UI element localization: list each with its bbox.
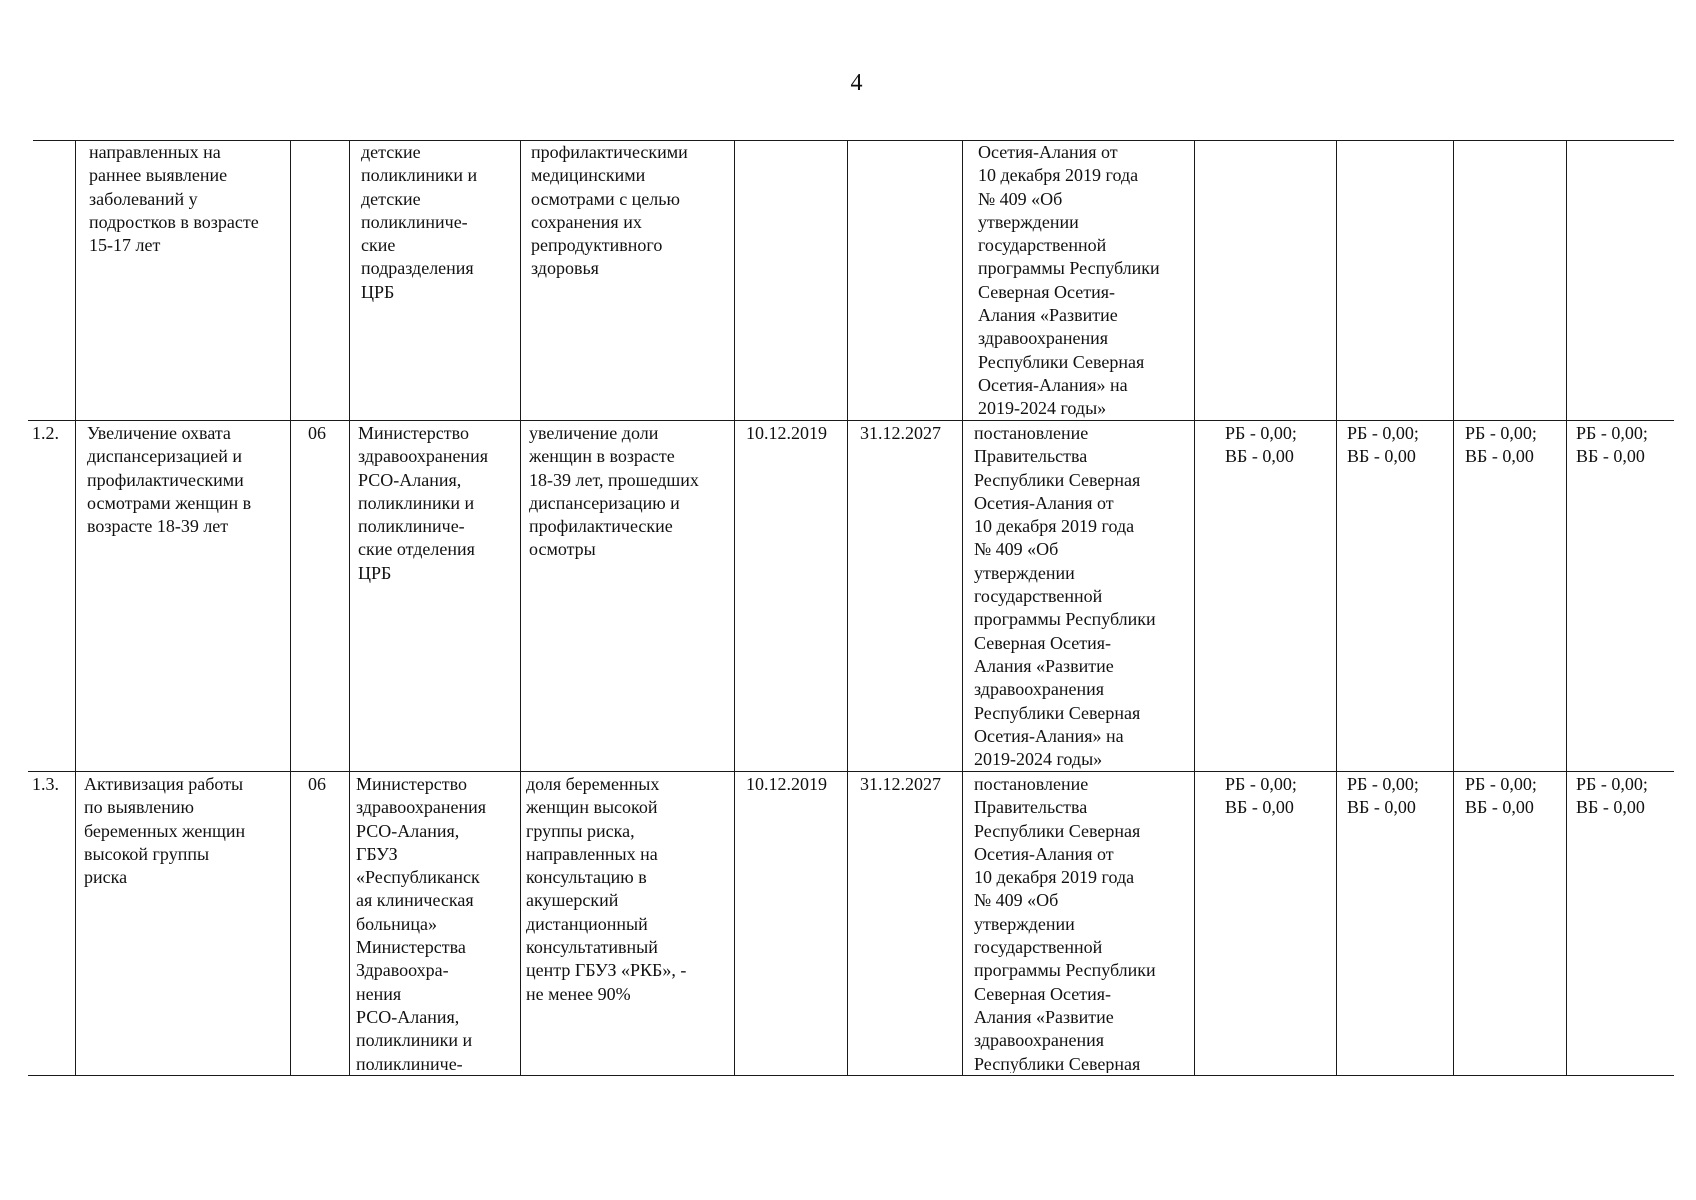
column-divider: [520, 140, 521, 1075]
financing-4: РБ - 0,00; ВБ - 0,00: [1576, 774, 1648, 818]
legal-basis: постановление Правительства Республики Северная Осетия-Алания от 10 декабря 2019 года № 409 «Об утверждении государственной программы Республики Северная Осетия- Алания «Развитие здравоохранения Республики Северная Осетия-Алания» на 2019-2024 годы»: [974, 423, 1156, 770]
financing-1: РБ - 0,00; ВБ - 0,00: [1225, 423, 1297, 467]
activity-name: Увеличение охвата диспансеризацией и профилактическими осмотрами женщин в возрасте 18-39 лет: [87, 423, 252, 537]
expected-result: доля беременных женщин высокой группы риска, направленных на консультацию в акушерский дистанционный консультативный центр ГБУЗ «РКБ», - не менее 90%: [526, 774, 687, 1004]
expected-result: увеличение доли женщин в возрасте 18-39 лет, прошедших диспансеризацию и профилактические осмотры: [529, 423, 699, 560]
financing-3: РБ - 0,00; ВБ - 0,00: [1465, 423, 1537, 467]
row-divider: [28, 771, 1674, 772]
column-divider: [734, 140, 735, 1075]
activity-name: направленных на раннее выявление заболеваний у подростков в возрасте 15-17 лет: [89, 142, 259, 256]
legal-basis: постановление Правительства Республики Северная Осетия-Алания от 10 декабря 2019 года № 409 «Об утверждении государственной программы Республики Северная Осетия- Алания «Развитие здравоохранения Республики Северная: [974, 774, 1156, 1073]
financing-3: [1465, 141, 1564, 419]
financing-1: [1225, 141, 1334, 419]
column-divider: [1453, 140, 1454, 1075]
column-divider: [1336, 140, 1337, 1075]
row-number: 1.3.: [32, 774, 59, 794]
executor: Министерство здравоохранения РСО-Алания, поликлиники и поликлиниче- ские отделения ЦРБ: [358, 423, 489, 583]
start-date: 10.12.2019: [746, 423, 827, 443]
end-date: 31.12.2027: [860, 774, 941, 794]
column-divider: [1194, 140, 1195, 1075]
row-number: 1.2.: [32, 423, 59, 443]
financing-1: РБ - 0,00; ВБ - 0,00: [1225, 774, 1297, 818]
financing-3: РБ - 0,00; ВБ - 0,00: [1465, 774, 1537, 818]
code: 06: [308, 774, 326, 794]
row-divider: [28, 420, 1674, 421]
column-divider: [349, 140, 350, 1075]
code: 06: [308, 423, 326, 443]
column-divider: [962, 140, 963, 1075]
activity-name: Активизация работы по выявлению беременных женщин высокой группы риска: [84, 774, 246, 888]
expected-result: профилактическими медицинскими осмотрами с целью сохранения их репродуктивного здоровья: [531, 142, 688, 279]
column-divider: [847, 140, 848, 1075]
page-number: 4: [850, 70, 863, 96]
column-divider: [1566, 140, 1567, 1075]
table-bottom-border: [28, 1075, 1674, 1076]
executor: Министерство здравоохранения РСО-Алания, ГБУЗ «Республиканск ая клиническая больница» Министерства Здравоохра- нения РСО-Алания, поликлиники и поликлиниче-: [356, 774, 487, 1073]
financing-4: [1576, 141, 1674, 419]
start-date: 10.12.2019: [746, 774, 827, 794]
column-divider: [290, 140, 291, 1075]
row-number: [32, 141, 72, 419]
financing-2: РБ - 0,00; ВБ - 0,00: [1347, 423, 1419, 467]
legal-basis: Осетия-Алания от 10 декабря 2019 года № 409 «Об утверждении государственной программы Республики Северная Осетия- Алания «Развитие здравоохранения Республики Северная Осетия-Алания» на 2019-2024 годы»: [978, 142, 1160, 419]
end-date: [860, 141, 960, 419]
financing-2: [1347, 141, 1451, 419]
financing-2: РБ - 0,00; ВБ - 0,00: [1347, 774, 1419, 818]
end-date: 31.12.2027: [860, 423, 941, 443]
column-divider: [75, 140, 76, 1075]
financing-4: РБ - 0,00; ВБ - 0,00: [1576, 423, 1648, 467]
code: [308, 141, 346, 419]
start-date: [746, 141, 845, 419]
executor: детские поликлиники и детские поликлиниче- ские подразделения ЦРБ: [361, 142, 478, 302]
